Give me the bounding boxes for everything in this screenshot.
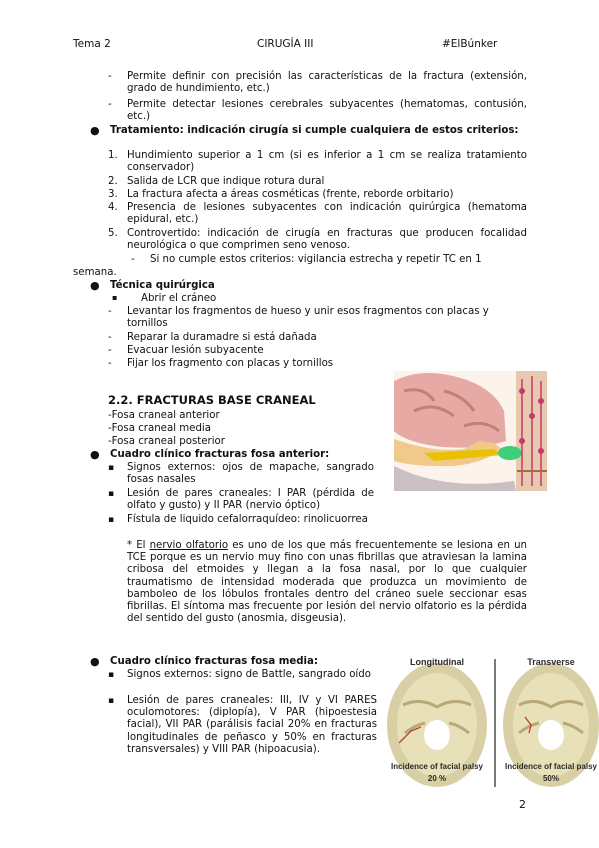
- section-title: 2.2. FRACTURAS BASE CRANEAL: [108, 393, 316, 407]
- fosa-item: -Fosa craneal media: [108, 423, 211, 434]
- bullet-icon: ●: [90, 124, 100, 137]
- brain-cribriform-illustration: [394, 371, 547, 491]
- list-item: - Evacuar lesión subyacente: [108, 345, 264, 356]
- technique-title: ● Técnica quirúrgica: [90, 279, 215, 292]
- treatment-note: Si no cumple estos criterios: vigilancia estrecha y repetir TC en 1: [150, 254, 482, 265]
- media-title: ● Cuadro clínico fracturas fosa media:: [90, 655, 318, 668]
- list-item: - Reparar la duramadre si está dañada: [108, 332, 317, 343]
- square-bullet-icon: ▪: [108, 489, 115, 499]
- dash-bullet: -: [108, 71, 112, 82]
- figure-right-title: Transverse: [527, 657, 575, 667]
- list-item: 3. La fractura afecta a áreas cosméticas (frente, reborde orbitario): [108, 189, 454, 200]
- list-item: 2. Salida de LCR que indique rotura dural: [108, 176, 325, 187]
- square-bullet-icon: ▪: [108, 463, 115, 473]
- treatment-note-end: semana.: [73, 267, 117, 278]
- list-item: ▪ Signos externos: ojos de mapache, sangrado fosas nasales: [108, 462, 374, 486]
- list-item: - Permite definir con precisión las características de la fractura (extensión, grado de hundimiento, etc.): [108, 71, 527, 95]
- list-item: 1. Hundimiento superior a 1 cm (si es inferior a 1 cm se realiza tratamiento conservador): [108, 150, 527, 174]
- list-item: - Levantar los fragmentos de hueso y unir esos fragmentos con placas y tornillos: [108, 306, 489, 330]
- list-item: - Fijar los fragmento con placas y tornillos: [108, 358, 334, 369]
- square-bullet-icon: ▪: [108, 696, 115, 706]
- header-center: CIRUGÍA III: [257, 38, 314, 50]
- treatment-title: ● Tratamiento: indicación cirugía si cumple cualquiera de estos criterios:: [90, 124, 519, 137]
- list-item: 5. Controvertido: indicación de cirugía en fracturas que producen focalidad neurológica o que comprimen seno venoso.: [108, 228, 527, 252]
- bullet-icon: ●: [90, 448, 100, 461]
- list-item: - Permite detectar lesiones cerebrales subyacentes (hematomas, contusión, etc.): [108, 99, 527, 123]
- figure-right-caption: Incidence of facial palsy: [504, 762, 598, 771]
- fosa-item: -Fosa craneal posterior: [108, 436, 225, 447]
- figure-right-pct: 50%: [542, 774, 560, 783]
- dash-bullet: -: [108, 99, 112, 110]
- header-right: #ElBúnker: [442, 38, 498, 50]
- figure-left-caption: Incidence of facial palsy: [390, 762, 484, 771]
- anterior-title: ● Cuadro clínico fracturas fosa anterior:: [90, 448, 330, 461]
- bullet-icon: ●: [90, 655, 100, 668]
- figure-left-pct: 20 %: [427, 774, 447, 783]
- figure-left-title: Longitudinal: [410, 657, 464, 667]
- dash-bullet: -: [131, 254, 135, 265]
- page-number: 2: [519, 798, 526, 811]
- list-item: ▪ Lesión de pares craneales: I PAR (pérdida de olfato y gusto) y II PAR (nervio óptico): [108, 488, 374, 512]
- list-item: ▪ Fístula de liquido cefalorraquídeo: rinolicuorrea: [108, 514, 368, 525]
- olfactory-note: * El nervio olfatorio es uno de los que más frecuentemente se lesiona en un TCE porque es un nervio muy fino con unas fibrillas que atraviesan la lamina cribosa del etmoides y llegan a la fosa nasal, por lo que cualquier traumatismo de intensidad moderada que produzca un movimiento de bamboleo de los lóbulos frontales dentro del cráneo suele seccionar esas fibrillas. El síntoma mas frecuente por lesión del nervio olfatorio es la pérdida del sentido del gusto (anosmia, disgeusia).: [127, 540, 527, 625]
- header-left: Tema 2: [73, 38, 111, 50]
- list-item: ▪ Lesión de pares craneales: III, IV y VI PARES oculomotores: (diplopía), V PAR (hipoestesia facial), VII PAR (parálisis facial 20% en fracturas longitudinales de peñasco y 50% en fracturas transversales) y VIII PAR (hipoacusia).: [108, 695, 377, 755]
- skull-base-fracture-figure: [385, 655, 599, 790]
- square-bullet-icon: ▪: [108, 670, 115, 680]
- square-bullet-icon: ▪: [112, 293, 118, 302]
- fosa-item: -Fosa craneal anterior: [108, 410, 220, 421]
- list-item: Abrir el cráneo: [141, 293, 217, 304]
- square-bullet-icon: ▪: [108, 515, 115, 525]
- list-item: ▪ Signos externos: signo de Battle, sangrado oído: [108, 669, 371, 680]
- bullet-icon: ●: [90, 279, 100, 292]
- list-item: 4. Presencia de lesiones subyacentes con indicación quirúrgica (hematoma epidural, etc.): [108, 202, 527, 226]
